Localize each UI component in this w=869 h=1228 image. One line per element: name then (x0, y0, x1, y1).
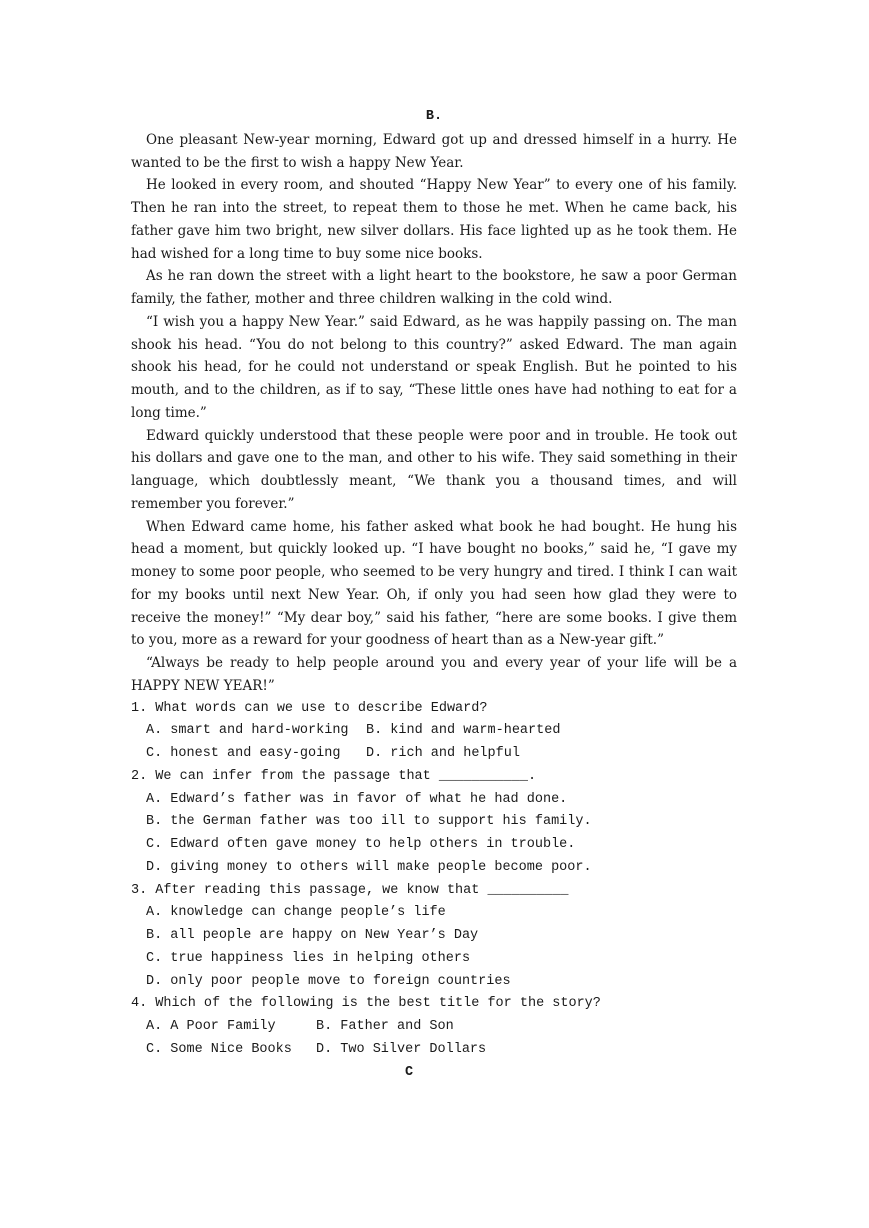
question-stem: 2. We can infer from the passage that ___________. (131, 768, 537, 784)
option-a: A. Edward’s father was in favor of what he had done. (146, 791, 568, 807)
paragraph: He looked in every room, and shouted “Happy New Year” to every one of his family. Then he ran into the street, to repeat them to those he met. When he came back, his father gave him two bright, new silver dollars. His face lighted up as he took them. He had wished for a long time to buy some nice books. (131, 177, 737, 262)
option-b: B. kind and warm-hearted (366, 723, 561, 739)
question-stem: 3. After reading this passage, we know that __________ (131, 882, 569, 898)
section-b-title: B. (425, 109, 443, 124)
options (131, 902, 737, 993)
option-d: D. giving money to others will make people become poor. (146, 859, 592, 875)
question-1 (131, 698, 737, 766)
option-b: B. all people are happy on New Year’s Day (146, 928, 479, 943)
option-c: C. honest and easy-going (146, 746, 341, 761)
option-c: C. true happiness lies in helping others (146, 950, 471, 966)
paragraph: When Edward came home, his father asked what book he had bought. He hung his head a moment, but quickly looked up. “I have bought no books,” said he, “I gave my money to some poor people, who seemed to be very hungry and tired. I think I can wait for my books until next New Year. Oh, if only you had seen how glad they were to receive the money!” “My dear boy,” said his father, “here are some books. I give them to you, more as a reward for your goodness of heart than as a New-year gift.” (131, 518, 737, 649)
options (131, 720, 737, 766)
option-c: C. Edward often gave money to help others in trouble. (146, 837, 576, 852)
paragraph: One pleasant New-year morning, Edward got up and dressed himself in a hurry. He wanted to be the first to wish a happy New Year. (131, 131, 737, 171)
option-a: A. smart and hard-working (146, 723, 349, 739)
option-d: D. Two Silver Dollars (316, 1041, 487, 1057)
option-b: B. the German father was too ill to support his family. (146, 814, 592, 830)
question-stem: 1. What words can we use to describe Edward? (131, 700, 488, 716)
options (131, 1016, 737, 1062)
paragraph: “I wish you a happy New Year.” said Edward, as he was happily passing on. The man shook his head. “You do not belong to this country?” asked Edward. The man again shook his head, for he could not understand or speak English. But he pointed to his mouth, and to the children, as if to say, “These little ones have had nothing to eat for a long time.” (131, 313, 737, 421)
paragraph: “Always be ready to help people around you and every year of your life will be a HAPPY NEW YEAR!” (131, 655, 737, 694)
paragraph: As he ran down the street with a light heart to the bookstore, he saw a poor German family, the father, mother and three children walking in the cold wind. (131, 268, 737, 307)
option-d: D. only poor people move to foreign countries (146, 973, 511, 989)
question-2 (131, 766, 737, 880)
section-c-title: C (404, 1064, 414, 1080)
question-4 (131, 993, 737, 1061)
option-a: A. knowledge can change people’s life (146, 905, 446, 921)
option-d: D. rich and helpful (366, 746, 520, 761)
document-page (131, 106, 737, 1084)
option-c: C. Some Nice Books (146, 1041, 292, 1057)
question-3 (131, 880, 737, 994)
paragraph: Edward quickly understood that these people were poor and in trouble. He took out his dollars and gave one to the man, and other to his wife. They said something in their language, which doubtlessly meant, “We thank you a thousand times, and will remember you forever.” (131, 427, 737, 512)
options (131, 789, 737, 880)
option-b: B. Father and Son (316, 1019, 454, 1034)
question-stem: 4. Which of the following is the best title for the story? (131, 996, 601, 1012)
option-a: A. A Poor Family (146, 1019, 276, 1034)
